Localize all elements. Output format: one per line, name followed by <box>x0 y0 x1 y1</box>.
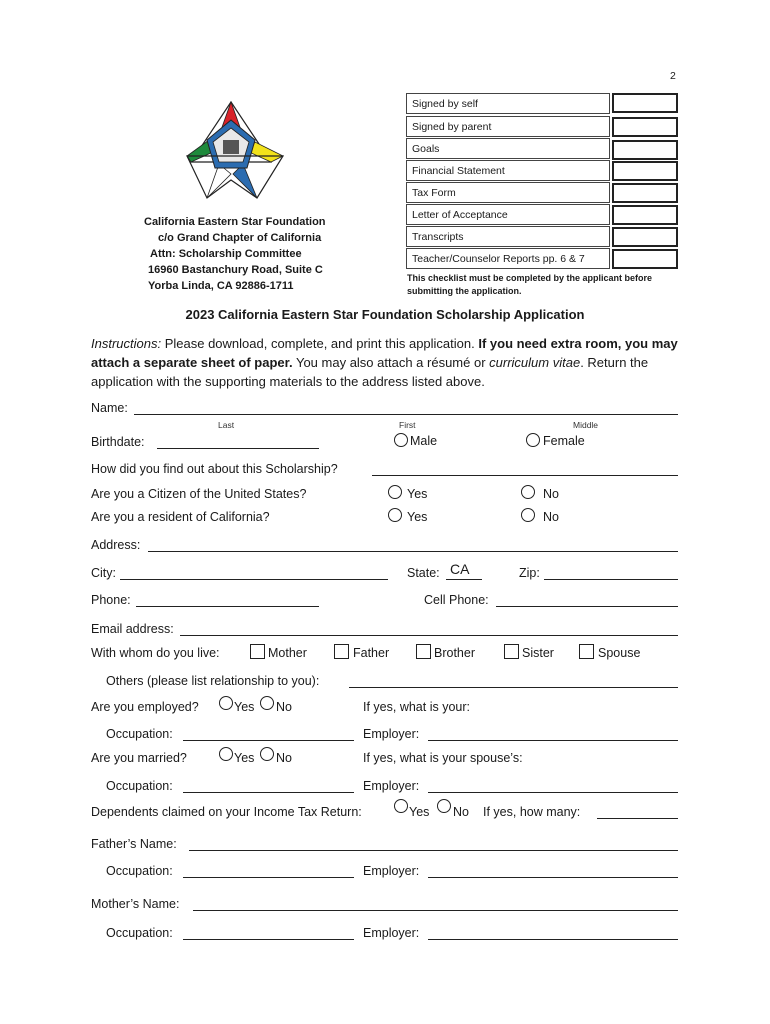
how-many-label: If yes, how many: <box>483 805 581 819</box>
citizen-yes-radio[interactable] <box>388 485 402 499</box>
instructions-italic: curriculum vitae <box>489 355 581 370</box>
checklist-note-1: This checklist must be completed by the applicant before <box>407 273 653 283</box>
resident-yes-label: Yes <box>407 510 428 524</box>
how-found-input[interactable] <box>372 475 678 476</box>
employed-if-yes-label: If yes, what is your: <box>363 700 470 714</box>
address-line-5: Yorba Linda, CA 92886-1711 <box>148 280 294 292</box>
checklist-item-transcripts: Transcripts <box>406 226 610 247</box>
address-line-4: 16960 Bastanchury Road, Suite C <box>148 264 323 276</box>
dependents-yes-radio[interactable] <box>394 799 408 813</box>
checklist-box[interactable] <box>612 227 678 247</box>
male-radio[interactable] <box>394 433 408 447</box>
checklist-item-signed-parent: Signed by parent <box>406 116 610 137</box>
cell-phone-input[interactable] <box>496 606 678 607</box>
employed-yes-radio[interactable] <box>219 696 233 710</box>
email-input[interactable] <box>180 635 678 636</box>
father-label: Father <box>353 646 390 660</box>
employer-label: Employer: <box>363 727 420 741</box>
citizen-no-radio[interactable] <box>521 485 535 499</box>
spouse-employer-label: Employer: <box>363 779 420 793</box>
male-label: Male <box>410 434 438 448</box>
dependents-no-radio[interactable] <box>437 799 451 813</box>
married-yes-radio[interactable] <box>219 747 233 761</box>
checklist-box[interactable] <box>612 161 678 181</box>
checklist-item-tax-form: Tax Form <box>406 182 610 203</box>
occupation-input[interactable] <box>183 740 354 741</box>
instructions-text-3: . Return the application with the supporting materials to the address listed above. <box>91 355 649 389</box>
mother-checkbox[interactable] <box>250 644 265 659</box>
instructions <box>91 334 691 391</box>
married-label: Are you married? <box>91 751 187 765</box>
phone-label: Phone: <box>91 593 131 607</box>
zip-label: Zip: <box>519 566 540 580</box>
father-occupation-input[interactable] <box>183 877 354 878</box>
instructions-text-2: You may also attach a résumé or <box>292 355 490 370</box>
married-no-label: No <box>276 751 292 765</box>
eastern-star-logo <box>185 100 295 210</box>
name-first-caption: First <box>399 420 416 430</box>
female-label: Female <box>543 434 585 448</box>
citizen-no-label: No <box>543 487 559 501</box>
spouse-employer-input[interactable] <box>428 792 678 793</box>
father-employer-label: Employer: <box>363 864 420 878</box>
resident-yes-radio[interactable] <box>388 508 402 522</box>
phone-input[interactable] <box>136 606 319 607</box>
mothers-name-input[interactable] <box>193 910 678 911</box>
mother-occupation-label: Occupation: <box>106 926 173 940</box>
email-label: Email address: <box>91 622 174 636</box>
address-line-2: c/o Grand Chapter of California <box>158 232 322 244</box>
page-number: 2 <box>670 70 676 82</box>
form-title: 2023 California Eastern Star Foundation Scholarship Application <box>185 307 585 322</box>
employed-no-label: No <box>276 700 292 714</box>
state-value: CA <box>450 561 470 577</box>
how-found-label: How did you find out about this Scholarship? <box>91 462 338 476</box>
spouse-checkbox[interactable] <box>579 644 594 659</box>
birthdate-input[interactable] <box>157 448 319 449</box>
instructions-label: Instructions: <box>91 336 162 351</box>
sister-checkbox[interactable] <box>504 644 519 659</box>
fathers-name-label: Father’s Name: <box>91 837 177 851</box>
checklist-box[interactable] <box>612 249 678 269</box>
checklist-box[interactable] <box>612 183 678 203</box>
checklist-item-acceptance: Letter of Acceptance <box>406 204 610 225</box>
citizen-label: Are you a Citizen of the United States? <box>91 487 307 501</box>
live-with-label: With whom do you live: <box>91 646 220 660</box>
spouse-label: Spouse <box>598 646 641 660</box>
mother-label: Mother <box>268 646 307 660</box>
dependents-no-label: No <box>453 805 469 819</box>
star-altar <box>223 140 239 154</box>
checklist-item-signed-self: Signed by self <box>406 93 610 114</box>
state-input[interactable] <box>446 579 482 580</box>
father-occupation-label: Occupation: <box>106 864 173 878</box>
instructions-text-1: Please download, complete, and print this application. <box>161 336 479 351</box>
employed-label: Are you employed? <box>91 700 199 714</box>
city-label: City: <box>91 566 116 580</box>
father-checkbox[interactable] <box>334 644 349 659</box>
zip-input[interactable] <box>544 579 678 580</box>
occupation-label: Occupation: <box>106 727 173 741</box>
checklist-note-2: submitting the application. <box>407 286 522 296</box>
mother-occupation-input[interactable] <box>183 939 354 940</box>
cell-phone-label: Cell Phone: <box>424 593 489 607</box>
brother-checkbox[interactable] <box>416 644 431 659</box>
checklist-item-financial: Financial Statement <box>406 160 610 181</box>
checklist-box[interactable] <box>612 117 678 137</box>
star-point-blue <box>233 164 257 198</box>
address-line-1: California Eastern Star Foundation <box>144 216 326 228</box>
mother-employer-input[interactable] <box>428 939 678 940</box>
employer-input[interactable] <box>428 740 678 741</box>
spouse-occupation-input[interactable] <box>183 792 354 793</box>
others-input[interactable] <box>349 687 678 688</box>
mothers-name-label: Mother’s Name: <box>91 897 180 911</box>
employed-yes-label: Yes <box>234 700 255 714</box>
address-label: Address: <box>91 538 141 552</box>
married-if-yes-label: If yes, what is your spouse’s: <box>363 751 523 765</box>
others-label: Others (please list relationship to you): <box>106 674 320 688</box>
dependents-yes-label: Yes <box>409 805 430 819</box>
name-middle-caption: Middle <box>573 420 599 430</box>
instructions-bold: If you need extra room, you may attach a separate sheet of paper. <box>91 336 678 370</box>
birthdate-label: Birthdate: <box>91 435 145 449</box>
checklist-box[interactable] <box>612 205 678 225</box>
female-radio[interactable] <box>526 433 540 447</box>
name-last-caption: Last <box>218 420 235 430</box>
father-employer-input[interactable] <box>428 877 678 878</box>
star-point-white <box>207 164 231 198</box>
resident-no-radio[interactable] <box>521 508 535 522</box>
fathers-name-input[interactable] <box>189 850 678 851</box>
how-many-input[interactable] <box>597 818 678 819</box>
employed-no-radio[interactable] <box>260 696 274 710</box>
married-yes-label: Yes <box>234 751 255 765</box>
mother-employer-label: Employer: <box>363 926 420 940</box>
state-label: State: <box>407 566 440 580</box>
dependents-label: Dependents claimed on your Income Tax Return: <box>91 805 362 819</box>
checklist-item-goals: Goals <box>406 138 610 159</box>
resident-no-label: No <box>543 510 559 524</box>
citizen-yes-label: Yes <box>407 487 428 501</box>
checklist-box[interactable] <box>612 93 678 113</box>
spouse-occupation-label: Occupation: <box>106 779 173 793</box>
address-line-3: Attn: Scholarship Committee <box>150 248 302 260</box>
name-label: Name: <box>91 401 128 415</box>
checklist-item-reports: Teacher/Counselor Reports pp. 6 & 7 <box>406 248 610 269</box>
name-input[interactable] <box>134 414 678 415</box>
married-no-radio[interactable] <box>260 747 274 761</box>
city-input[interactable] <box>120 579 388 580</box>
address-input[interactable] <box>148 551 678 552</box>
checklist-box[interactable] <box>612 140 678 160</box>
brother-label: Brother <box>434 646 475 660</box>
sister-label: Sister <box>522 646 554 660</box>
resident-label: Are you a resident of California? <box>91 510 270 524</box>
